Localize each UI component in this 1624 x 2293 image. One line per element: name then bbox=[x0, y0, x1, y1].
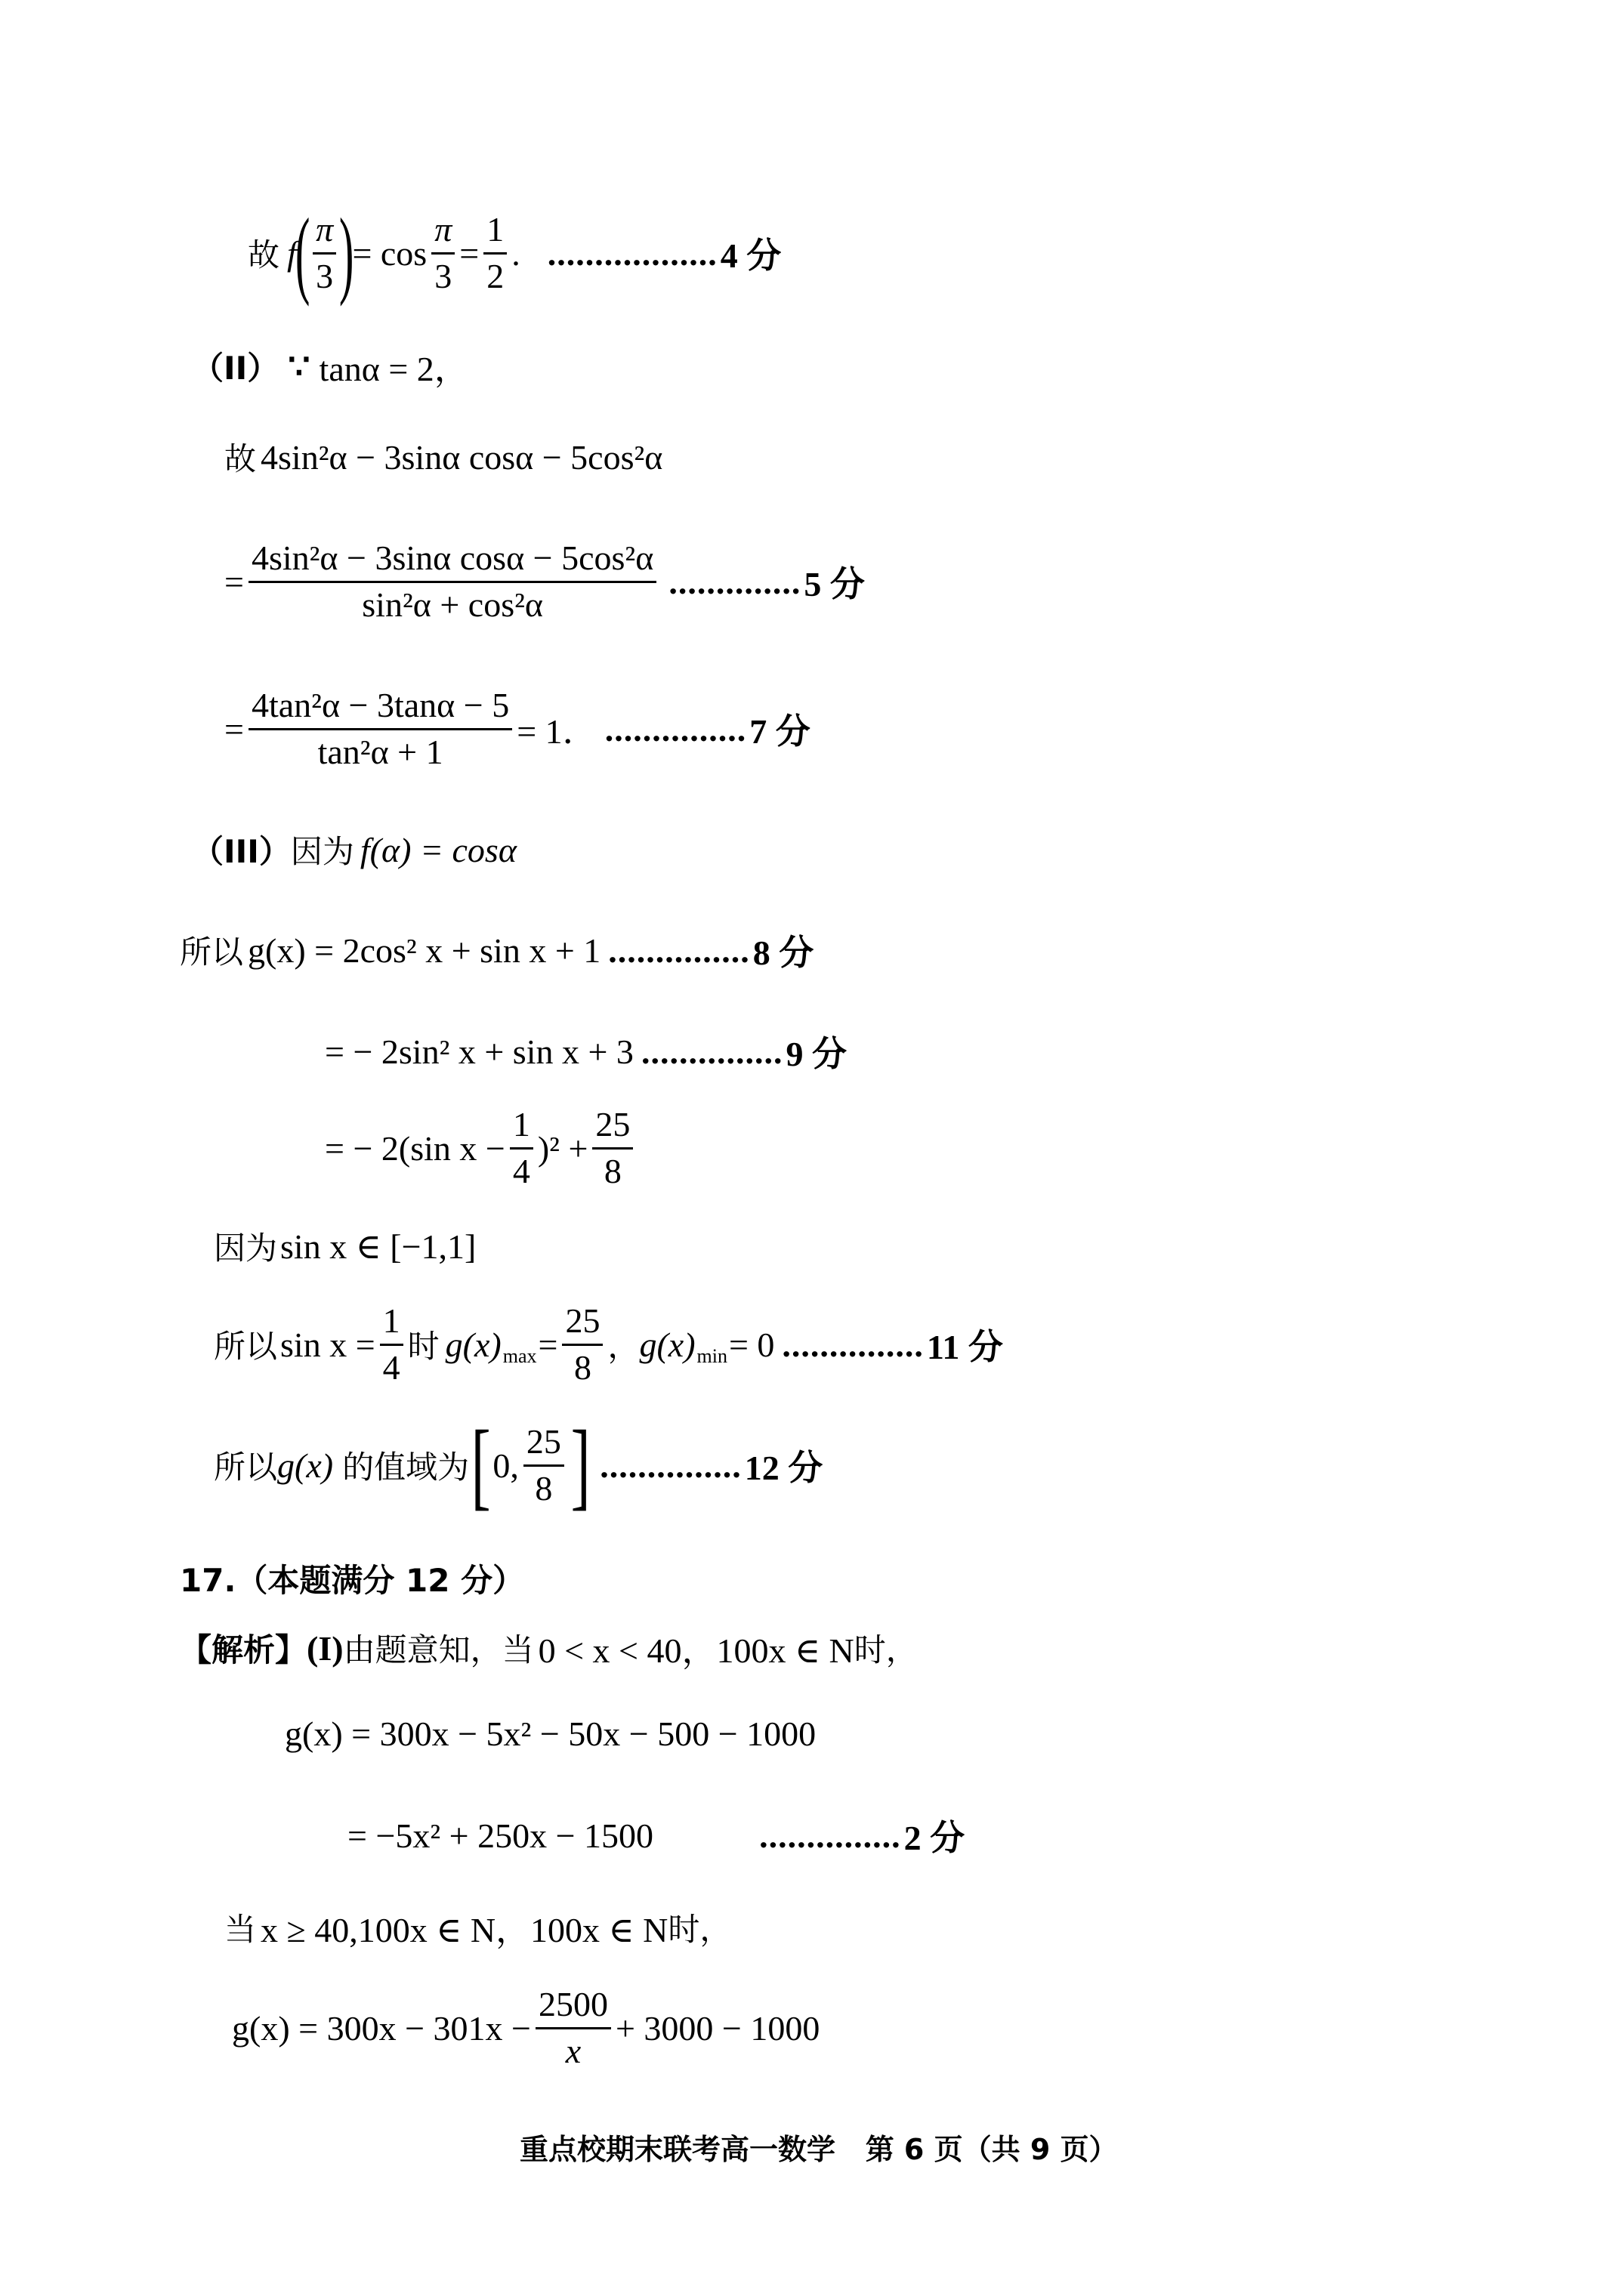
math-text: g(x) bbox=[639, 1325, 696, 1364]
text-shi: 时， bbox=[854, 1631, 918, 1668]
line-g-max-min bbox=[214, 1299, 1003, 1390]
math-text: = bbox=[538, 1325, 558, 1364]
leader-dots: ............... bbox=[600, 1446, 742, 1485]
numerator: 4sin²α − 3sinα cosα − 5cos²α bbox=[249, 539, 656, 583]
text-yinwei: 因为 bbox=[290, 833, 354, 870]
math-text: = − 2sin² x + sin x + 3 bbox=[325, 1032, 634, 1071]
question-17-header bbox=[180, 1556, 524, 1601]
line-fraction-sin-cos bbox=[224, 536, 865, 627]
leader-dots: ............... bbox=[608, 930, 750, 970]
subscript-min: min bbox=[696, 1345, 727, 1367]
leader-dots: ............... bbox=[759, 1816, 901, 1855]
math-text: . bbox=[511, 233, 520, 273]
math-text: 4sin²α − 3sinα cosα − 5cos²α bbox=[261, 437, 663, 477]
text-gu: 故 bbox=[248, 236, 280, 273]
text-zhiyu: 的值域为 bbox=[342, 1449, 470, 1486]
leader-dots: .................. bbox=[547, 233, 718, 273]
line-expression bbox=[224, 434, 662, 480]
math-text: g(x) bbox=[445, 1325, 502, 1364]
fraction-25-8 bbox=[562, 1302, 603, 1387]
line-g-second bbox=[232, 1983, 820, 2073]
denominator: sin²α + cos²α bbox=[362, 585, 543, 624]
math-text: + 3000 − 1000 bbox=[615, 2008, 820, 2048]
denominator: tan²α + 1 bbox=[317, 732, 443, 771]
fraction-25-8 bbox=[592, 1106, 633, 1190]
fraction-pi-3b bbox=[431, 211, 455, 295]
score-label: 11 分 bbox=[926, 1328, 1003, 1366]
line-sin-range bbox=[214, 1224, 476, 1269]
math-text: = cos bbox=[352, 233, 428, 273]
text-yinwei: 因为 bbox=[214, 1230, 278, 1267]
score-label: 9 分 bbox=[786, 1035, 847, 1073]
score-label: 2 分 bbox=[903, 1819, 965, 1857]
math-text: = 1． bbox=[517, 712, 597, 751]
score-label: 7 分 bbox=[749, 712, 810, 751]
analysis-label: 【解析】 bbox=[180, 1631, 307, 1668]
math-text: = − 2(sin x − bbox=[325, 1128, 505, 1168]
text-suoyi: 所以 bbox=[180, 934, 244, 971]
denominator: x bbox=[565, 2031, 582, 2070]
fraction-pi-3 bbox=[313, 211, 336, 295]
numerator: 4tan²α − 3tanα − 5 bbox=[249, 687, 512, 730]
numerator: 25 bbox=[562, 1302, 603, 1346]
numerator: 25 bbox=[523, 1423, 564, 1467]
text-shi: 时 bbox=[407, 1328, 440, 1365]
leader-dots: ............... bbox=[604, 709, 747, 748]
line-condition-2 bbox=[224, 1905, 731, 1950]
math-text: 0 < x < 40，100x ∈ N bbox=[538, 1631, 854, 1670]
math-text: = bbox=[459, 233, 480, 273]
score-label: 12 分 bbox=[744, 1449, 823, 1487]
numerator: π bbox=[313, 211, 336, 255]
because-symbol: ∵ bbox=[288, 347, 310, 386]
line-f-pi-over-3 bbox=[248, 199, 782, 307]
math-text: g(x) = 2cos² x + sin x + 1 bbox=[248, 930, 601, 970]
line-part-iii bbox=[192, 827, 517, 872]
fraction-2500-x bbox=[536, 1986, 611, 2070]
math-text: = 0 bbox=[728, 1325, 775, 1364]
text-condition: 由题意知，当 bbox=[343, 1631, 534, 1668]
numerator: 1 bbox=[510, 1106, 533, 1150]
text-shi: 时， bbox=[668, 1911, 732, 1948]
math-text: x ≥ 40,100x ∈ N，100x ∈ N bbox=[261, 1911, 668, 1949]
line-range bbox=[214, 1411, 823, 1520]
math-text: = −5x² + 250x − 1500 bbox=[347, 1816, 654, 1855]
fraction-1-4 bbox=[380, 1302, 403, 1387]
right-paren: ) bbox=[339, 199, 354, 307]
line-g-sin bbox=[325, 1029, 847, 1074]
denominator: 3 bbox=[434, 256, 452, 295]
line-fraction-tan bbox=[224, 684, 810, 774]
page-footer: 重点校期末联考高一数学 第 6 页（共 9 页） bbox=[520, 2133, 1118, 2166]
math-text: sin x = bbox=[280, 1325, 375, 1364]
numerator: π bbox=[431, 211, 455, 255]
line-analysis bbox=[180, 1625, 918, 1671]
fraction-1-4 bbox=[510, 1106, 533, 1190]
subscript-max: max bbox=[502, 1345, 537, 1367]
leader-dots: ............... bbox=[782, 1325, 924, 1364]
numerator: 1 bbox=[483, 211, 507, 255]
leader-dots: ............... bbox=[641, 1032, 783, 1071]
denominator: 8 bbox=[535, 1468, 553, 1508]
score-label: 5 分 bbox=[804, 565, 865, 603]
numerator: 1 bbox=[380, 1302, 403, 1346]
fraction-25-8 bbox=[523, 1423, 564, 1508]
denominator: 8 bbox=[573, 1347, 591, 1387]
denominator: 3 bbox=[316, 256, 334, 295]
line-g-simplified bbox=[347, 1813, 965, 1858]
math-text: = bbox=[224, 709, 244, 748]
text-gu: 故 bbox=[224, 440, 257, 477]
math-text: 0, bbox=[492, 1446, 519, 1485]
text-suoyi: 所以 bbox=[214, 1328, 278, 1365]
text-dang: 当 bbox=[224, 1911, 257, 1948]
part-label: (I) bbox=[307, 1628, 344, 1668]
part-label: （III） bbox=[192, 833, 291, 870]
left-paren: ( bbox=[295, 199, 310, 307]
fraction-trig bbox=[249, 539, 656, 624]
text-suoyi: 所以 bbox=[214, 1449, 278, 1486]
numerator: 25 bbox=[592, 1106, 633, 1150]
math-text: g(x) = 300x − 5x² − 50x − 500 − 1000 bbox=[285, 1714, 817, 1753]
line-g-vertex bbox=[325, 1103, 638, 1193]
math-text: = bbox=[224, 562, 244, 601]
fraction-tan bbox=[249, 687, 512, 771]
denominator: 4 bbox=[512, 1151, 530, 1190]
denominator: 2 bbox=[486, 256, 505, 295]
left-bracket: [ bbox=[471, 1411, 491, 1520]
denominator: 4 bbox=[382, 1347, 400, 1387]
math-text: )² + bbox=[537, 1128, 588, 1168]
line-g-def bbox=[180, 927, 814, 973]
math-text: g(x) = 300x − 301x − bbox=[232, 2008, 531, 2048]
fraction-1-2 bbox=[483, 211, 507, 295]
part-label: （II） bbox=[192, 350, 279, 387]
right-bracket: ] bbox=[570, 1411, 591, 1520]
comma: ， bbox=[607, 1328, 640, 1365]
question-title: 17.（本题满分 12 分） bbox=[180, 1562, 525, 1599]
math-text: g(x) bbox=[277, 1446, 334, 1485]
denominator: 8 bbox=[604, 1151, 622, 1190]
leader-dots: .............. bbox=[668, 562, 801, 601]
math-text: sin x ∈ [−1,1] bbox=[280, 1227, 477, 1266]
line-part-ii bbox=[192, 344, 469, 389]
math-text: f(α) = cosα bbox=[360, 830, 517, 869]
score-label: 8 分 bbox=[752, 934, 814, 972]
math-f: f bbox=[287, 233, 297, 273]
score-label: 4 分 bbox=[720, 236, 782, 275]
math-text: tanα = 2， bbox=[319, 350, 469, 388]
numerator: 2500 bbox=[536, 1986, 611, 2029]
line-g-quadratic bbox=[285, 1711, 816, 1756]
